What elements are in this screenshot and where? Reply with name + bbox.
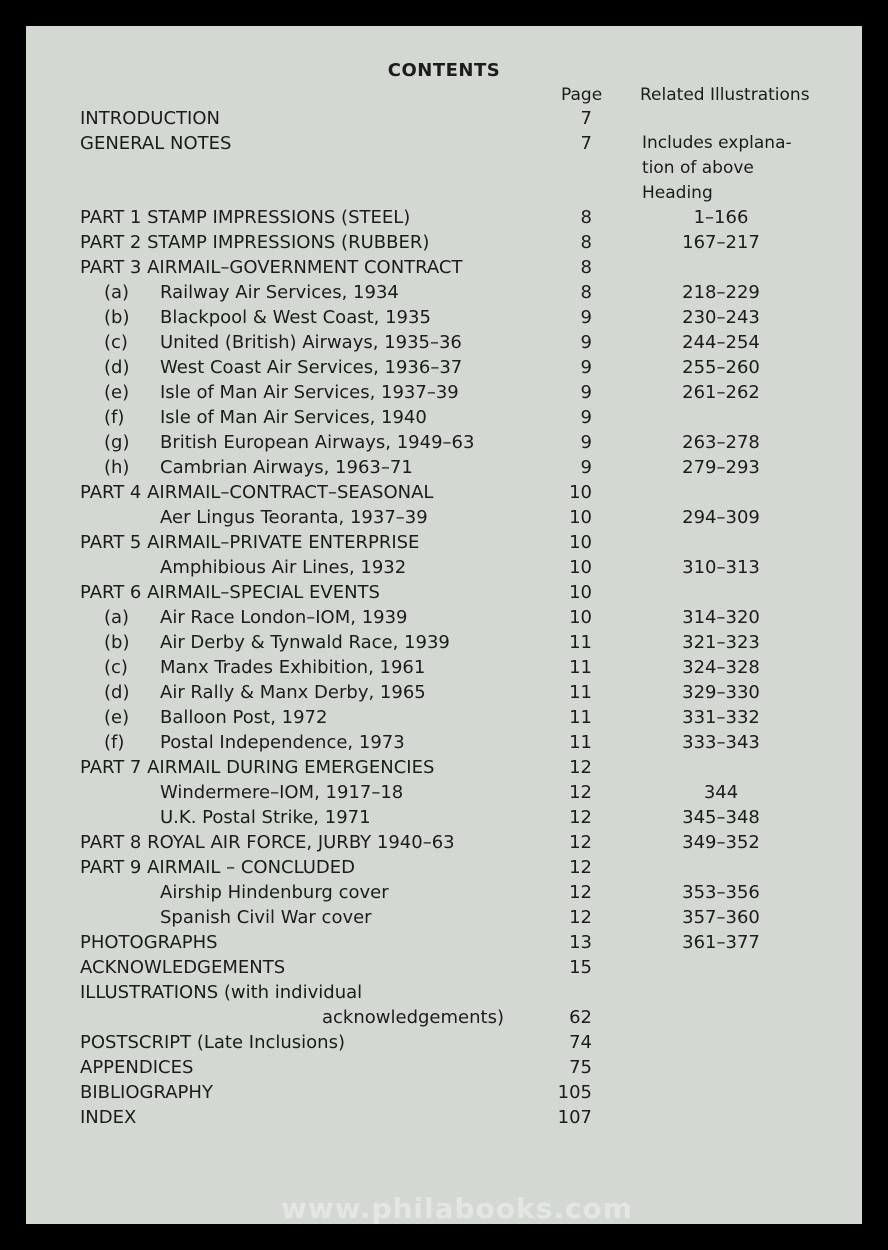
entry-page-number: 15	[569, 957, 592, 978]
entry-page-number: 11	[569, 707, 592, 728]
entry-page-number: 12	[569, 757, 592, 778]
entry-title: Isle of Man Air Services, 1937–39	[160, 382, 459, 403]
entry-title: PART 4 AIRMAIL–CONTRACT–SEASONAL	[80, 482, 434, 503]
contents-entry	[26, 705, 862, 730]
entry-illustrations-range: 344	[703, 782, 739, 803]
entry-illustrations-range: 345–348	[682, 807, 760, 828]
entry-page-number: 9	[580, 357, 592, 378]
page-column-header: Page	[561, 85, 603, 105]
entry-title: Railway Air Services, 1934	[160, 282, 399, 303]
entry-subsection-marker: (d)	[104, 357, 130, 378]
entry-title: Isle of Man Air Services, 1940	[160, 407, 427, 428]
entry-subsection-marker: (a)	[104, 282, 130, 303]
entry-page-number: 11	[569, 657, 592, 678]
entry-title: PART 7 AIRMAIL DURING EMERGENCIES	[80, 757, 435, 778]
entry-page-number: 10	[569, 532, 592, 553]
contents-page	[26, 26, 862, 1224]
entry-title: U.K. Postal Strike, 1971	[160, 807, 371, 828]
entry-title: West Coast Air Services, 1936–37	[160, 357, 463, 378]
entry-title: APPENDICES	[80, 1057, 194, 1078]
contents-entry	[26, 380, 862, 405]
contents-entry	[26, 955, 862, 980]
watermark: www.philabooks.com	[281, 1192, 633, 1224]
entry-page-number: 9	[580, 332, 592, 353]
entry-subsection-marker: (h)	[104, 457, 130, 478]
contents-entry	[26, 680, 862, 705]
entry-subsection-marker: (f)	[104, 732, 125, 753]
entry-illustrations-range: 1–166	[693, 207, 749, 228]
entry-title: PART 1 STAMP IMPRESSIONS (STEEL)	[80, 207, 411, 228]
entry-illustrations-range: 357–360	[682, 907, 760, 928]
entry-illustrations-range: 261–262	[682, 382, 760, 403]
entry-page-number: 10	[569, 557, 592, 578]
entry-page-number: 12	[569, 907, 592, 928]
entry-subsection-marker: (b)	[104, 632, 130, 653]
entry-page-number: 107	[557, 1107, 592, 1128]
contents-entry	[26, 730, 862, 755]
entry-illustrations-range: 263–278	[682, 432, 760, 453]
entry-title: Aer Lingus Teoranta, 1937–39	[160, 507, 428, 528]
entry-page-number: 10	[569, 482, 592, 503]
entry-page-number: 12	[569, 857, 592, 878]
contents-entry	[26, 430, 862, 455]
entry-subsection-marker: (d)	[104, 682, 130, 703]
contents-entry	[26, 280, 862, 305]
contents-entry	[26, 855, 862, 880]
contents-entry	[26, 230, 862, 255]
contents-entry	[26, 1030, 862, 1055]
contents-entry	[26, 1080, 862, 1105]
entry-title: Blackpool & West Coast, 1935	[160, 307, 431, 328]
entry-title: PHOTOGRAPHS	[80, 932, 218, 953]
entry-page-number: 74	[569, 1032, 592, 1053]
entry-page-number: 11	[569, 682, 592, 703]
entry-page-number: 11	[569, 732, 592, 753]
entry-illustrations-range: 294–309	[682, 507, 760, 528]
contents-entry	[26, 330, 862, 355]
contents-entry	[26, 530, 862, 555]
entry-page-number: 12	[569, 807, 592, 828]
contents-entry	[26, 455, 862, 480]
entry-page-number: 9	[580, 457, 592, 478]
contents-entry	[26, 980, 862, 1005]
entry-illustrations-range: 349–352	[682, 832, 760, 853]
entry-page-number: 8	[580, 257, 592, 278]
entry-illustrations-range: 279–293	[682, 457, 760, 478]
entry-illustrations-range: 167–217	[682, 232, 760, 253]
contents-entry	[26, 830, 862, 855]
entry-page-number: 7	[580, 108, 592, 129]
entry-subsection-marker: (g)	[104, 432, 130, 453]
entry-page-number: 8	[580, 232, 592, 253]
entry-illustrations-range: 314–320	[682, 607, 760, 628]
entry-title: INDEX	[80, 1107, 137, 1128]
entry-title: Air Race London–IOM, 1939	[160, 607, 408, 628]
entry-page-number: 11	[569, 632, 592, 653]
entry-title: PART 9 AIRMAIL – CONCLUDED	[80, 857, 356, 878]
entry-page-number: 105	[557, 1082, 592, 1103]
contents-entry	[26, 780, 862, 805]
entry-title: ACKNOWLEDGEMENTS	[80, 957, 286, 978]
entry-title: United (British) Airways, 1935–36	[160, 332, 462, 353]
entry-illustrations-range: 321–323	[682, 632, 760, 653]
contents-entry	[26, 905, 862, 930]
entry-illustrations-range: 324–328	[682, 657, 760, 678]
entry-subsection-marker: (a)	[104, 607, 130, 628]
contents-entry	[26, 930, 862, 955]
entry-page-number: 9	[580, 382, 592, 403]
entry-page-number: 7	[580, 133, 592, 154]
entry-title: Windermere–IOM, 1917–18	[160, 782, 404, 803]
entry-illustrations-range: 218–229	[682, 282, 760, 303]
entry-title: PART 8 ROYAL AIR FORCE, JURBY 1940–63	[80, 832, 455, 853]
entry-title: GENERAL NOTES	[80, 133, 232, 154]
entry-illustrations-range: 230–243	[682, 307, 760, 328]
contents-entry	[26, 480, 862, 505]
contents-entry	[26, 580, 862, 605]
page-title: CONTENTS	[387, 60, 501, 81]
entry-illustrations-range: 353–356	[682, 882, 760, 903]
entry-title: Postal Independence, 1973	[160, 732, 405, 753]
entry-title: BIBLIOGRAPHY	[80, 1082, 213, 1103]
entry-subsection-marker: (f)	[104, 407, 125, 428]
contents-entry	[26, 505, 862, 530]
contents-entry	[26, 1055, 862, 1080]
entry-title: British European Airways, 1949–63	[160, 432, 475, 453]
entry-illustrations-range: 361–377	[682, 932, 760, 953]
entry-page-number: 9	[580, 407, 592, 428]
entry-page-number: 62	[569, 1007, 592, 1028]
entry-title: PART 3 AIRMAIL–GOVERNMENT CONTRACT	[80, 257, 463, 278]
entry-page-number: 10	[569, 507, 592, 528]
contents-entry	[26, 205, 862, 230]
entry-title: acknowledgements)	[322, 1007, 504, 1028]
contents-entry	[26, 106, 862, 131]
contents-entry	[26, 805, 862, 830]
entry-page-number: 12	[569, 832, 592, 853]
entry-illustrations-range: 329–330	[682, 682, 760, 703]
entry-illustrations-range: 333–343	[682, 732, 760, 753]
contents-entry	[26, 655, 862, 680]
entry-page-number: 8	[580, 282, 592, 303]
entry-page-number: 12	[569, 782, 592, 803]
general-notes-remark-line: Includes explana-	[642, 133, 792, 153]
entry-page-number: 10	[569, 607, 592, 628]
entry-subsection-marker: (e)	[104, 382, 130, 403]
entry-title: Amphibious Air Lines, 1932	[160, 557, 407, 578]
entry-page-number: 9	[580, 307, 592, 328]
contents-entry	[26, 355, 862, 380]
entry-title: INTRODUCTION	[80, 108, 220, 129]
contents-entry	[26, 755, 862, 780]
entry-page-number: 10	[569, 582, 592, 603]
entry-title: Spanish Civil War cover	[160, 907, 372, 928]
entry-subsection-marker: (c)	[104, 332, 128, 353]
entry-title: Air Derby & Tynwald Race, 1939	[160, 632, 450, 653]
general-notes-remark-line: tion of above	[642, 158, 754, 178]
entry-title: Airship Hindenburg cover	[160, 882, 389, 903]
entry-page-number: 13	[569, 932, 592, 953]
entry-title: Cambrian Airways, 1963–71	[160, 457, 413, 478]
entry-page-number: 75	[569, 1057, 592, 1078]
contents-entry	[26, 1105, 862, 1130]
contents-entry	[26, 405, 862, 430]
contents-entry	[26, 255, 862, 280]
contents-entry	[26, 880, 862, 905]
contents-entry	[26, 630, 862, 655]
contents-entry	[26, 131, 862, 156]
contents-entry	[26, 555, 862, 580]
contents-entry	[26, 305, 862, 330]
entry-page-number: 12	[569, 882, 592, 903]
entry-illustrations-range: 244–254	[682, 332, 760, 353]
entry-title: POSTSCRIPT (Late Inclusions)	[80, 1032, 345, 1053]
entry-title: PART 5 AIRMAIL–PRIVATE ENTERPRISE	[80, 532, 420, 553]
entry-title: ILLUSTRATIONS (with individual	[80, 982, 363, 1003]
entry-title: PART 2 STAMP IMPRESSIONS (RUBBER)	[80, 232, 430, 253]
entry-subsection-marker: (b)	[104, 307, 130, 328]
entry-illustrations-range: 255–260	[682, 357, 760, 378]
general-notes-remark-line: Heading	[642, 183, 713, 203]
entry-illustrations-range: 310–313	[682, 557, 760, 578]
entry-page-number: 8	[580, 207, 592, 228]
entry-title: Air Rally & Manx Derby, 1965	[160, 682, 426, 703]
illustrations-column-header: Related Illustrations	[640, 85, 810, 105]
entry-subsection-marker: (e)	[104, 707, 130, 728]
entry-title: PART 6 AIRMAIL–SPECIAL EVENTS	[80, 582, 380, 603]
entry-subsection-marker: (c)	[104, 657, 128, 678]
entry-title: Balloon Post, 1972	[160, 707, 328, 728]
contents-entry	[26, 1005, 862, 1030]
entry-page-number: 9	[580, 432, 592, 453]
entry-illustrations-range: 331–332	[682, 707, 760, 728]
contents-entry	[26, 605, 862, 630]
entry-title: Manx Trades Exhibition, 1961	[160, 657, 426, 678]
